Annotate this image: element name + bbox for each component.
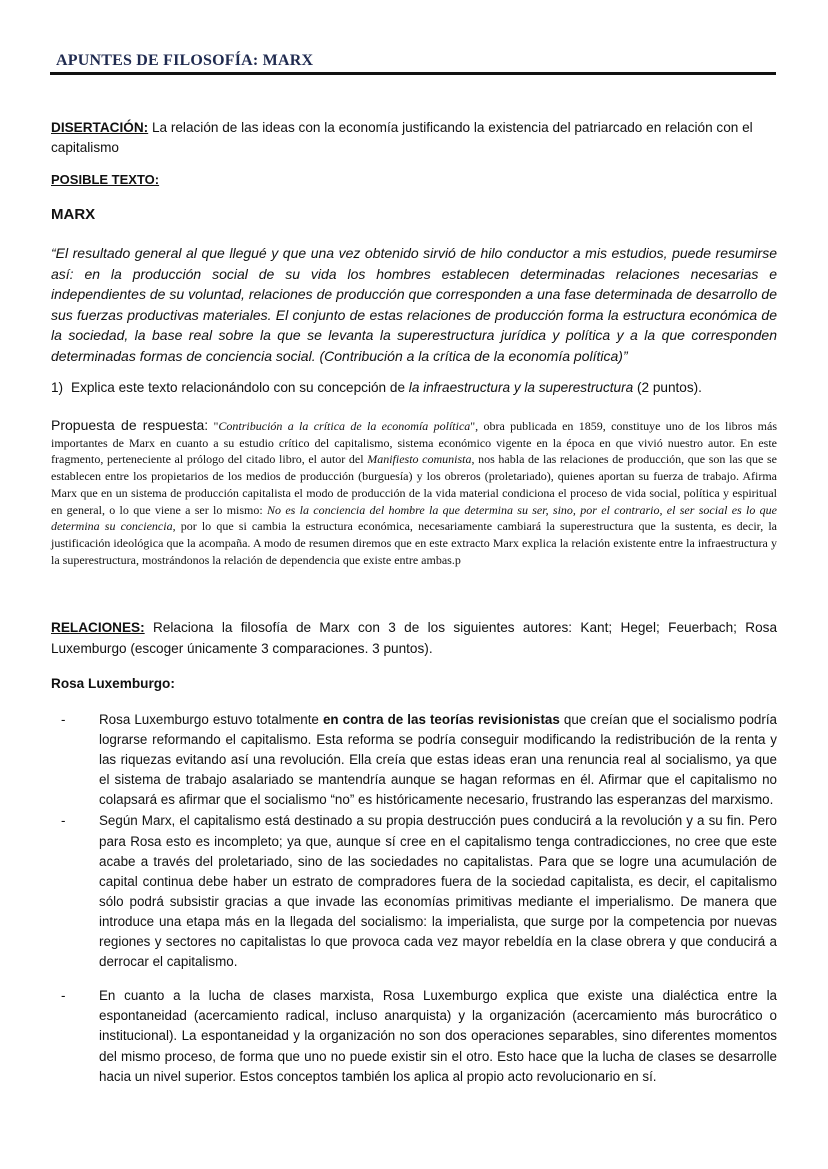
citation: No es la conciencia del hombre la que determina su ser, sino, por el contrario, el ser social es lo que determina su conciencia (51, 502, 777, 534)
list-item (51, 986, 777, 1086)
list-item (51, 710, 777, 810)
bullet-dash: - (61, 712, 66, 727)
list-item-text: Rosa Luxemburgo estuvo totalmente (99, 712, 323, 727)
document-header-title: APUNTES DE FILOSOFÍA: MARX (56, 52, 314, 69)
answer-text: ", obra publicada en 1859, constituye uno de los libros más importantes de Marx en cuanto a su estudio crítico del capitalismo, sistema económico vigente en la época en que vivió nuestro autor. En este fragmento, perteneciente al prólogo del citado libro, el autor del (51, 419, 777, 467)
rosa-heading: Rosa Luxemburgo: (51, 676, 175, 691)
dissertation-paragraph (51, 118, 777, 158)
manifesto-title: Manifiesto comunista (367, 452, 472, 467)
list-item-text: En cuanto a la lucha de clases marxista, Rosa Luxemburgo explica que existe una dialéctica entre la espontaneidad (acercamiento radical, incluso anarquista) y la organización (acercamiento más burocrático o institucional). La espontaneidad y la organización no son dos operaciones separables, sino diferentes momentos del mismo proceso, de forma que uno no puede existir sin el otro. Esto hace que la lucha de clases se desarrolle hacia un nivel superior. Estos conceptos también los aplica al propio acto revolucionario en sí. (99, 988, 777, 1084)
answer-paragraph (51, 417, 777, 568)
dissertation-text: La relación de las ideas con la economía justificando la existencia del patriarcado en relación con el capitalismo (51, 120, 753, 155)
posible-texto-heading: POSIBLE TEXTO: (51, 172, 160, 187)
list-item (51, 811, 777, 972)
author-heading: MARX (51, 206, 96, 223)
bullet-list (51, 710, 777, 1101)
question-text: Explica este texto relacionándolo con su concepción de (71, 380, 409, 395)
header-divider (50, 72, 776, 75)
list-item-text: Según Marx, el capitalismo está destinado a su propia destrucción pues conducirá a la revolución y a su fin. Pero para Rosa esto es incompleto; ya que, aunque sí cree en el capitalismo tenga contradicciones, no cree que este acabe a través del proletariado, sino de las sociedades no capitalistas. Para que se logre una acumulación de capital continua debe haber un estrato de compradores fuera de la sociedad capitalista, es decir, el capitalismo sólo podrá subsistir gracias a que invade las economías primitivas mediante el imperialismo. De manera que introduce una etapa más en la llegada del socialismo: la imperialista, que surge por la competencia por nuevas regiones y sectores no capitalistas lo que provoca cada vez mayor rebeldía en la clase obrera y que conducirá a derrocar el capitalismo. (99, 813, 777, 970)
answer-text: " (208, 419, 219, 433)
question-italic: la infraestructura y la superestructura (408, 380, 634, 395)
relations-text: Relaciona la filosofía de Marx con 3 de los siguientes autores: Kant; Hegel; Feuerbach; Rosa Luxemburgo (escoger únicamente 3 comparaciones. 3 puntos). (51, 620, 777, 656)
bullet-dash: - (61, 813, 66, 829)
question-1 (51, 380, 777, 395)
relations-paragraph (51, 618, 777, 659)
bullet-dash: - (61, 988, 66, 1004)
list-item-bold: en contra de las teorías revisionistas (322, 712, 560, 727)
dissertation-label: DISERTACIÓN: (51, 120, 149, 135)
answer-text: , por lo que si cambia la estructura económica, necesariamente cambiará la superestructura que la sustenta, es decir, la justificación ideológica que la acompaña. A modo de resumen diremos que en este extracto Marx explica la relación existente entre la infraestructura y la superestructura, mostrándonos la relación de dependencia que existe entre ambas.p (51, 519, 777, 567)
question-number: 1) (51, 380, 64, 395)
book-title: Contribución a la crítica de la economía política (218, 419, 471, 433)
relations-label: RELACIONES: (51, 620, 145, 635)
marx-quote: “El resultado general al que llegué y que una vez obtenido sirvió de hilo conductor a mis estudios, puede resumirse así: en la producción social de su vida los hombres establecen determinadas relaciones necesarias e independientes de su voluntad, relaciones de producción que corresponden a una fase determinada de desarrollo de sus fuerzas productivas materiales. El conjunto de estas relaciones de producción forma la estructura económica de la sociedad, la base real sobre la que se levanta la superestructura jurídica y política y a la que corresponden determinadas formas de conciencia social. (Contribución a la crítica de la economía política)” (51, 245, 777, 364)
list-item-text: que creían que el socialismo podría lograrse reformando el capitalismo. Esta reforma se podría conseguir modificando la redistribución de la renta y las riquezas evitando así una revolución. Ella creía que estas ideas eran una renuncia real al socialismo, ya que el sistema de trabajo asalariado se mantendría aunque se hagan reformas en él. Afirmar que el capitalismo no colapsará es afirmar que el socialismo “no” es históricamente necesario, frustrando las esperanzas del marxismo. (99, 712, 777, 808)
question-points: (2 puntos). (633, 380, 702, 395)
answer-text: , nos habla de las relaciones de producción, que son las que se establecen entre los propietarios de los medios de producción (burguesía) y los obreros (proletariado), quienes aportan su fuerza de trabajo. Afirma Marx que en un sistema de producción capitalista el modo de producción de la vida material condiciona el proceso de vida social, política y espiritual en general, o lo que viene a ser lo mismo: (51, 452, 777, 517)
answer-lead: Propuesta de respuesta: (51, 417, 209, 433)
